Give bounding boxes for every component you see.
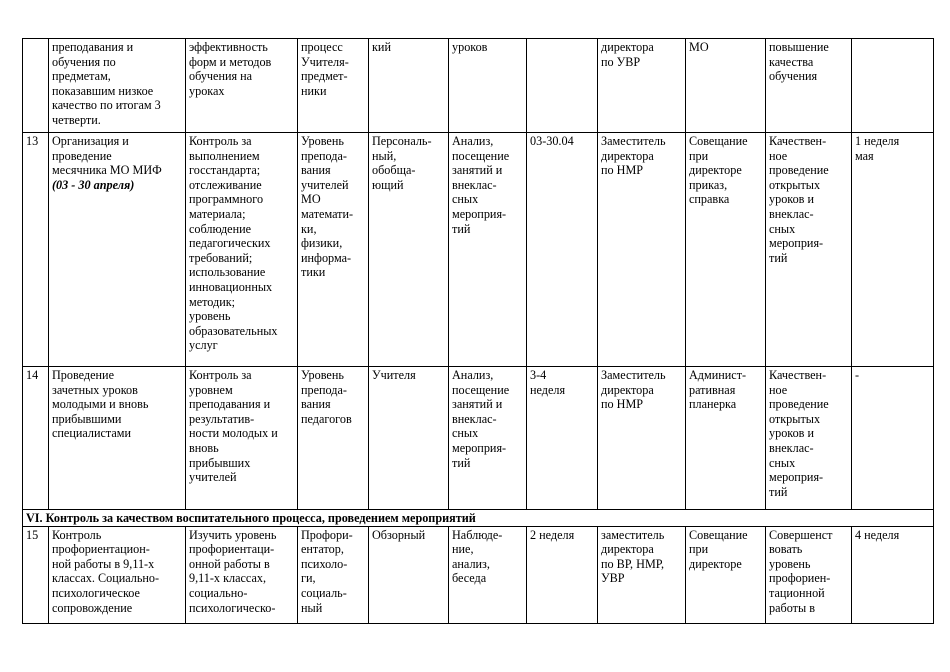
control-object-cell: Профори- ентатор, психоло- ги, социаль- ный xyxy=(298,526,369,623)
control-subject-dates: (03 - 30 апреля) xyxy=(52,177,135,192)
control-type-cell: Обзорный xyxy=(369,526,449,623)
control-method-cell: уроков xyxy=(449,39,527,133)
row-number: 13 xyxy=(23,133,49,367)
control-dates-cell: 03-30.04 xyxy=(527,133,598,367)
control-type-cell: Персональ- ный, обобща- ющий xyxy=(369,133,449,367)
control-type-cell: Учителя xyxy=(369,367,449,510)
control-goal-cell: Контроль за уровнем преподавания и результатив- ности молодых и вновь прибывших учителей xyxy=(186,367,298,510)
control-method-cell: Анализ, посещение занятий и внеклас- сных мероприя- тий xyxy=(449,133,527,367)
control-method-cell: Анализ, посещение занятий и внеклас- сных мероприя- тий xyxy=(449,367,527,510)
review-place-cell: МО xyxy=(686,39,766,133)
follow-up-cell xyxy=(852,39,934,133)
review-place-cell: Совещание при директоре xyxy=(686,526,766,623)
control-goal-cell: Изучить уровень профориентаци- онной работы в 9,11-х классах, социально- психологическо- xyxy=(186,526,298,623)
review-place-cell: Админист- ративная планерка xyxy=(686,367,766,510)
control-goal-cell: Контроль за выполнением госстандарта; отслеживание программного материала; соблюдение педагогических требований; использование инновационных методик; уровень образовательных услуг xyxy=(186,133,298,367)
row-number: 14 xyxy=(23,367,49,510)
expected-result-cell: Совершенст вовать уровень профориен- тационной работы в xyxy=(766,526,852,623)
table-row xyxy=(23,526,934,623)
table-row xyxy=(23,133,934,367)
table-row xyxy=(23,367,934,510)
row-number xyxy=(23,39,49,133)
control-dates-cell xyxy=(527,39,598,133)
table-row xyxy=(23,39,934,133)
control-plan-table xyxy=(22,38,934,624)
control-dates-cell: 3-4 неделя xyxy=(527,367,598,510)
review-place-cell: Совещание при директоре приказ, справка xyxy=(686,133,766,367)
section-heading-row xyxy=(23,510,934,527)
responsible-cell: Заместитель директора по НМР xyxy=(598,367,686,510)
control-dates-cell: 2 неделя xyxy=(527,526,598,623)
control-subject-cell: Контроль профориентацион- ной работы в 9,11-х классах. Социально- психологическое сопровождение xyxy=(49,526,186,623)
control-type-cell: кий xyxy=(369,39,449,133)
control-subject-cell: Проведение зачетных уроков молодыми и вновь прибывшими специалистами xyxy=(49,367,186,510)
expected-result-cell: повышение качества обучения xyxy=(766,39,852,133)
row-number: 15 xyxy=(23,526,49,623)
control-subject-cell: преподавания и обучения по предметам, показавшим низкое качество по итогам 3 четверти. xyxy=(49,39,186,133)
control-object-cell: Уровень препода- вания учителей МО математи- ки, физики, информа- тики xyxy=(298,133,369,367)
responsible-cell: Заместитель директора по НМР xyxy=(598,133,686,367)
control-subject-text: Организация и проведение месячника МО МИФ xyxy=(52,134,162,178)
follow-up-cell: 4 неделя xyxy=(852,526,934,623)
control-object-cell: Уровень препода- вания педагогов xyxy=(298,367,369,510)
responsible-cell: директора по УВР xyxy=(598,39,686,133)
follow-up-cell: 1 неделя мая xyxy=(852,133,934,367)
section-heading: VI. Контроль за качеством воспитательного процесса, проведением мероприятий xyxy=(23,510,934,527)
control-goal-cell: эффективность форм и методов обучения на уроках xyxy=(186,39,298,133)
follow-up-cell: - xyxy=(852,367,934,510)
expected-result-cell: Качествен- ное проведение открытых уроков и внеклас- сных мероприя- тий xyxy=(766,367,852,510)
control-subject-cell xyxy=(49,133,186,367)
responsible-cell: заместитель директора по ВР, НМР, УВР xyxy=(598,526,686,623)
control-object-cell: процесс Учителя- предмет- ники xyxy=(298,39,369,133)
expected-result-cell: Качествен- ное проведение открытых уроков и внеклас- сных мероприя- тий xyxy=(766,133,852,367)
control-method-cell: Наблюде- ние, анализ, беседа xyxy=(449,526,527,623)
